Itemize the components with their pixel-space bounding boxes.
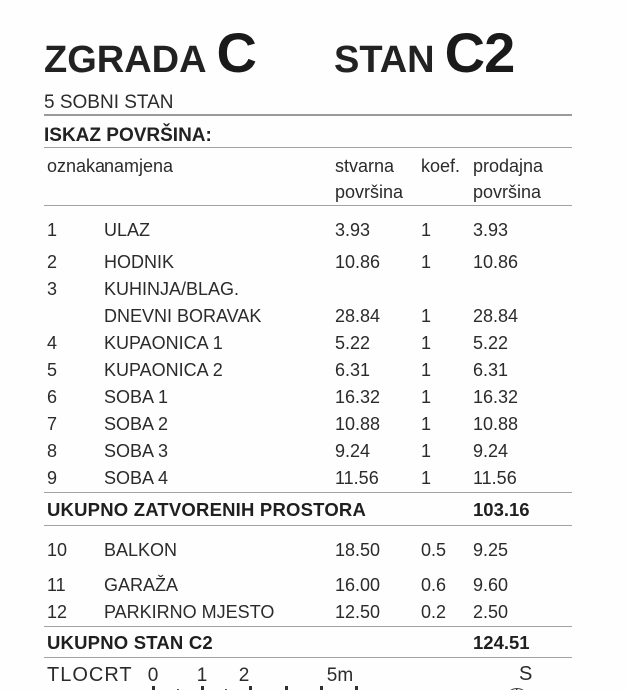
scale-tick bbox=[152, 686, 155, 690]
cell-sale-area: 9.60 bbox=[473, 575, 509, 595]
table-row bbox=[44, 599, 572, 626]
scale-tick bbox=[355, 686, 358, 690]
total-value: 124.51 bbox=[473, 632, 530, 653]
divider bbox=[44, 147, 572, 148]
table-row bbox=[44, 249, 572, 276]
column-header-namjena: namjena bbox=[104, 156, 174, 176]
cell-actual-area: 5.22 bbox=[335, 333, 371, 353]
scale-tick bbox=[320, 686, 323, 690]
cell-coefficient: 1 bbox=[421, 252, 432, 272]
cell-sale-area bbox=[470, 276, 572, 303]
cell-coefficient: 1 bbox=[421, 414, 432, 434]
cell-actual-area: 3.93 bbox=[335, 220, 371, 240]
table-row bbox=[44, 411, 572, 438]
unit-label: STAN bbox=[334, 39, 435, 81]
apartment-type-subtitle: 5 SOBNI STAN bbox=[44, 92, 174, 113]
cell-actual-area: 10.88 bbox=[335, 414, 381, 434]
cell-number bbox=[44, 303, 104, 330]
cell-number: 2 bbox=[47, 252, 58, 272]
column-header-stvarna-line1: stvarna bbox=[335, 156, 395, 176]
cell-actual-area: 11.56 bbox=[335, 468, 379, 488]
cell-sale-area: 16.32 bbox=[473, 387, 519, 407]
table-row bbox=[44, 303, 572, 330]
cell-coefficient: 0.6 bbox=[421, 575, 447, 595]
cell-number: 7 bbox=[47, 414, 58, 434]
table-row bbox=[44, 438, 572, 465]
table-row bbox=[44, 330, 572, 357]
cell-sale-area: 10.88 bbox=[473, 414, 519, 434]
cell-name: DNEVNI BORAVAK bbox=[104, 306, 262, 326]
cell-name: ULAZ bbox=[104, 220, 151, 240]
scale-tick bbox=[249, 686, 252, 690]
cell-actual-area bbox=[332, 276, 418, 303]
cell-sale-area: 28.84 bbox=[473, 306, 519, 326]
subtotal-label: UKUPNO ZATVORENIH PROSTORA bbox=[47, 499, 367, 520]
cell-name: KUPAONICA 1 bbox=[104, 333, 223, 353]
divider bbox=[44, 114, 572, 116]
cell-sale-area: 6.31 bbox=[473, 360, 509, 380]
table-row bbox=[44, 537, 572, 564]
cell-sale-area: 5.22 bbox=[473, 333, 509, 353]
floor-plan-label: TLOCRT bbox=[47, 664, 133, 686]
floor-plan-strip bbox=[44, 658, 572, 690]
cell-number: 8 bbox=[47, 441, 58, 461]
cell-actual-area: 6.31 bbox=[335, 360, 371, 380]
table-row bbox=[44, 572, 572, 599]
scale-label-0: 0 bbox=[147, 665, 159, 686]
cell-name: PARKIRNO MJESTO bbox=[104, 602, 275, 622]
scale-label-1: 1 bbox=[196, 665, 208, 686]
total-row bbox=[44, 629, 572, 657]
page-title bbox=[44, 0, 572, 85]
cell-sale-area: 11.56 bbox=[473, 468, 517, 488]
building-label: ZGRADA bbox=[44, 39, 207, 81]
cell-number: 6 bbox=[47, 387, 58, 407]
cell-actual-area: 16.32 bbox=[335, 387, 381, 407]
column-header-koef: koef. bbox=[421, 156, 461, 176]
north-label: S bbox=[519, 663, 533, 685]
column-header-stvarna-line2: površina bbox=[335, 182, 404, 202]
cell-name: SOBA 4 bbox=[104, 468, 169, 488]
cell-number: 3 bbox=[47, 279, 58, 299]
cell-coefficient: 1 bbox=[421, 441, 432, 461]
scale-label-5m: 5m bbox=[326, 665, 354, 686]
cell-name: GARAŽA bbox=[104, 575, 179, 595]
cell-number: 9 bbox=[47, 468, 58, 488]
area-table-open-spaces bbox=[44, 526, 572, 626]
scale-label-2: 2 bbox=[238, 665, 250, 686]
cell-name: KUHINJA/BLAG. bbox=[104, 279, 240, 299]
cell-name: KUPAONICA 2 bbox=[104, 360, 223, 380]
cell-actual-area: 12.50 bbox=[335, 602, 381, 622]
building-letter: C bbox=[216, 21, 256, 84]
column-header-prodajna-line1: prodajna bbox=[473, 156, 544, 176]
cell-actual-area: 16.00 bbox=[335, 575, 381, 595]
cell-name: SOBA 3 bbox=[104, 441, 169, 461]
cell-coefficient: 0.2 bbox=[421, 602, 447, 622]
cell-name: HODNIK bbox=[104, 252, 175, 272]
cell-number: 4 bbox=[47, 333, 58, 353]
cell-number: 1 bbox=[47, 220, 58, 240]
cell-coefficient bbox=[418, 276, 470, 303]
cell-coefficient: 1 bbox=[421, 220, 432, 240]
table-header bbox=[44, 153, 572, 205]
cell-sale-area: 3.93 bbox=[473, 220, 509, 240]
table-row bbox=[44, 465, 572, 492]
cell-sale-area: 9.25 bbox=[473, 540, 509, 560]
total-label: UKUPNO STAN C2 bbox=[47, 632, 213, 653]
cell-actual-area: 9.24 bbox=[335, 441, 371, 461]
cell-actual-area: 10.86 bbox=[335, 252, 381, 272]
cell-number: 12 bbox=[47, 602, 68, 622]
cell-name: SOBA 2 bbox=[104, 414, 169, 434]
cell-coefficient: 1 bbox=[421, 387, 432, 407]
cell-coefficient: 0.5 bbox=[421, 540, 447, 560]
unit-number: C2 bbox=[444, 21, 515, 84]
subtotal-row bbox=[44, 495, 572, 525]
divider bbox=[44, 492, 572, 493]
cell-number: 10 bbox=[47, 540, 68, 560]
cell-name: SOBA 1 bbox=[104, 387, 169, 407]
section-title: ISKAZ POVRŠINA: bbox=[44, 125, 212, 146]
table-row bbox=[44, 217, 572, 244]
cell-coefficient: 1 bbox=[421, 306, 432, 326]
scale-tick bbox=[285, 686, 288, 690]
divider bbox=[44, 626, 572, 627]
cell-name: BALKON bbox=[104, 540, 178, 560]
table-row bbox=[44, 384, 572, 411]
north-indicator bbox=[484, 658, 564, 690]
cell-coefficient: 1 bbox=[421, 333, 432, 353]
cell-coefficient: 1 bbox=[421, 468, 432, 488]
cell-actual-area: 18.50 bbox=[335, 540, 381, 560]
column-header-oznaka: oznaka bbox=[47, 156, 106, 176]
cell-actual-area: 28.84 bbox=[335, 306, 381, 326]
scale-tick bbox=[201, 686, 204, 690]
cell-sale-area: 9.24 bbox=[473, 441, 509, 461]
cell-sale-area: 2.50 bbox=[473, 602, 509, 622]
table-row bbox=[44, 357, 572, 384]
column-header-prodajna-line2: površina bbox=[473, 182, 542, 202]
cell-coefficient: 1 bbox=[421, 360, 432, 380]
area-table-closed-spaces bbox=[44, 206, 572, 492]
cell-number: 5 bbox=[47, 360, 58, 380]
cell-sale-area: 10.86 bbox=[473, 252, 519, 272]
subtotal-value: 103.16 bbox=[473, 499, 530, 520]
cell-number: 11 bbox=[47, 575, 66, 595]
table-row bbox=[44, 276, 572, 303]
